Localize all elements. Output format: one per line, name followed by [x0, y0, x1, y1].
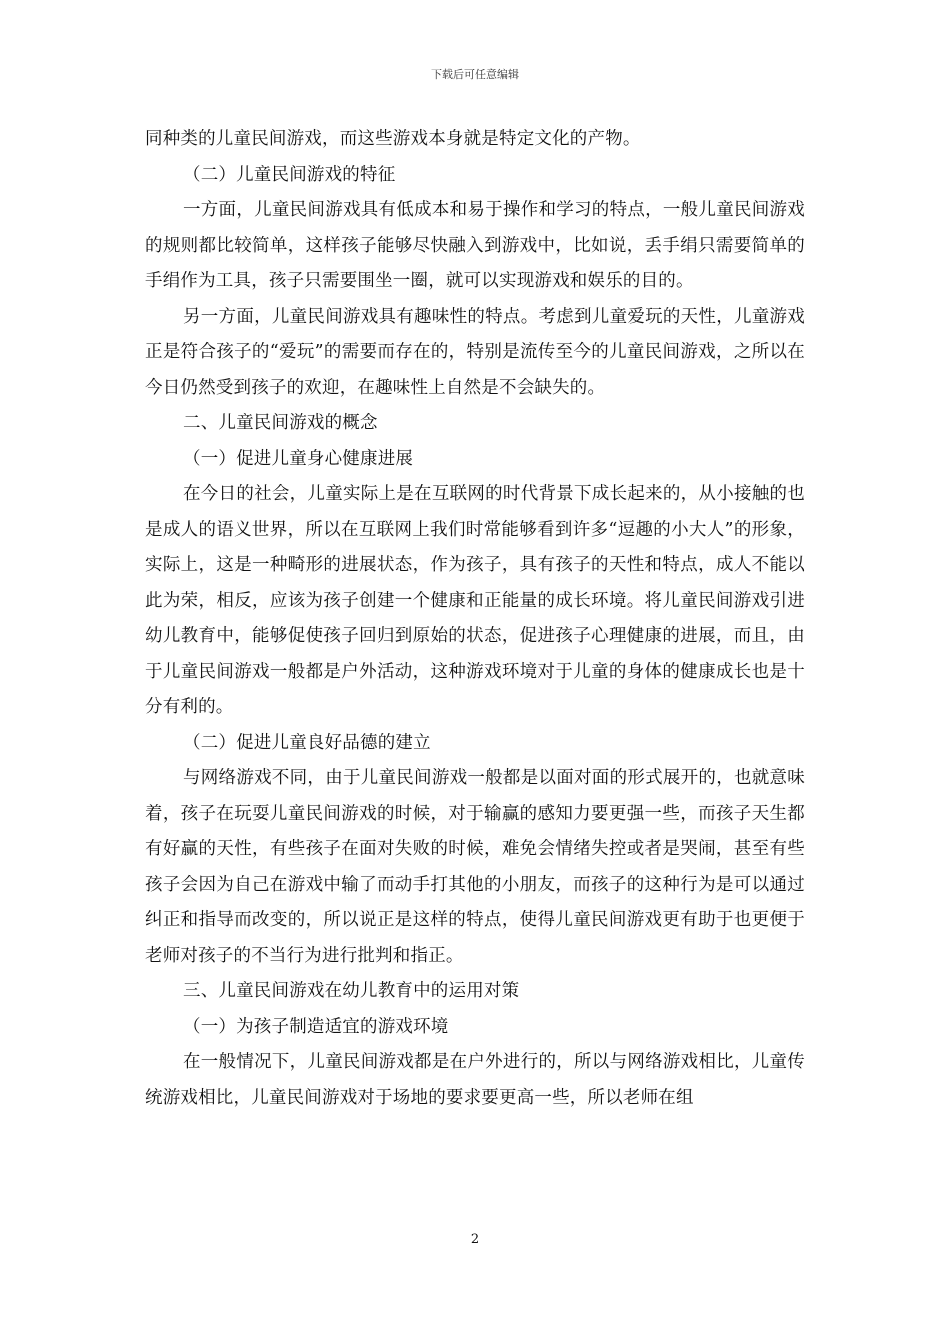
page-header: 下载后可任意编辑 [431, 68, 519, 81]
paragraph: 在今日的社会，儿童实际上是在互联网的时代背景下成长起来的，从小接触的也是成人的语义世界，所以在互联网上我们时常能够看到许多“逗趣的小大人”的形象，实际上，这是一种畸形的进展状态，作为孩子，具有孩子的天性和特点，成人不能以此为荣，相反，应该为孩子创建一个健康和正能量的成长环境。将儿童民间游戏引进幼儿教育中，能够促使孩子回归到原始的状态，促进孩子心理健康的进展，而且，由于儿童民间游戏一般都是户外活动，这种游戏环境对于儿童的身体的健康成长也是十分有利的。 [145, 484, 805, 717]
section-heading: （二）儿童民间游戏的特征 [183, 164, 396, 185]
section-heading: （一）为孩子制造适宜的游戏环境 [183, 1016, 449, 1037]
section-heading: （一）促进儿童身心健康进展 [183, 448, 414, 469]
paragraph: 同种类的儿童民间游戏，而这些游戏本身就是特定文化的产物。 [145, 129, 641, 149]
section-heading: （二）促进儿童良好品德的建立 [183, 732, 431, 753]
paragraph: 在一般情况下，儿童民间游戏都是在户外进行的，所以与网络游戏相比，儿童传统游戏相比，儿童民间游戏对于场地的要求要更高一些，所以老师在组 [145, 1052, 805, 1108]
document-body [145, 122, 805, 1116]
paragraph: 另一方面，儿童民间游戏具有趣味性的特点。考虑到儿童爱玩的天性，儿童游戏正是符合孩子的“爱玩”的需要而存在的，特别是流传至今的儿童民间游戏，之所以在今日仍然受到孩子的欢迎，在趣味性上自然是不会缺失的。 [145, 306, 805, 398]
paragraph: 与网络游戏不同，由于儿童民间游戏一般都是以面对面的形式展开的，也就意味着，孩子在玩耍儿童民间游戏的时候，对于输赢的感知力要更强一些，而孩子天生都有好赢的天性，有些孩子在面对失败的时候，难免会情绪失控或者是哭闹，甚至有些孩子会因为自己在游戏中输了而动手打其他的小朋友，而孩子的这种行为是可以通过纠正和指导而改变的，所以说正是这样的特点，使得儿童民间游戏更有助于也更便于老师对孩子的不当行为进行批判和指正。 [145, 768, 805, 966]
paragraph: 一方面，儿童民间游戏具有低成本和易于操作和学习的特点，一般儿童民间游戏的规则都比较简单，这样孩子能够尽快融入到游戏中，比如说，丢手绢只需要简单的手绢作为工具，孩子只需要围坐一圈，就可以实现游戏和娱乐的目的。 [145, 200, 805, 291]
page-number: 2 [470, 1232, 480, 1247]
section-heading: 三、儿童民间游戏在幼儿教育中的运用对策 [183, 981, 520, 1001]
section-heading: 二、儿童民间游戏的概念 [183, 413, 378, 433]
